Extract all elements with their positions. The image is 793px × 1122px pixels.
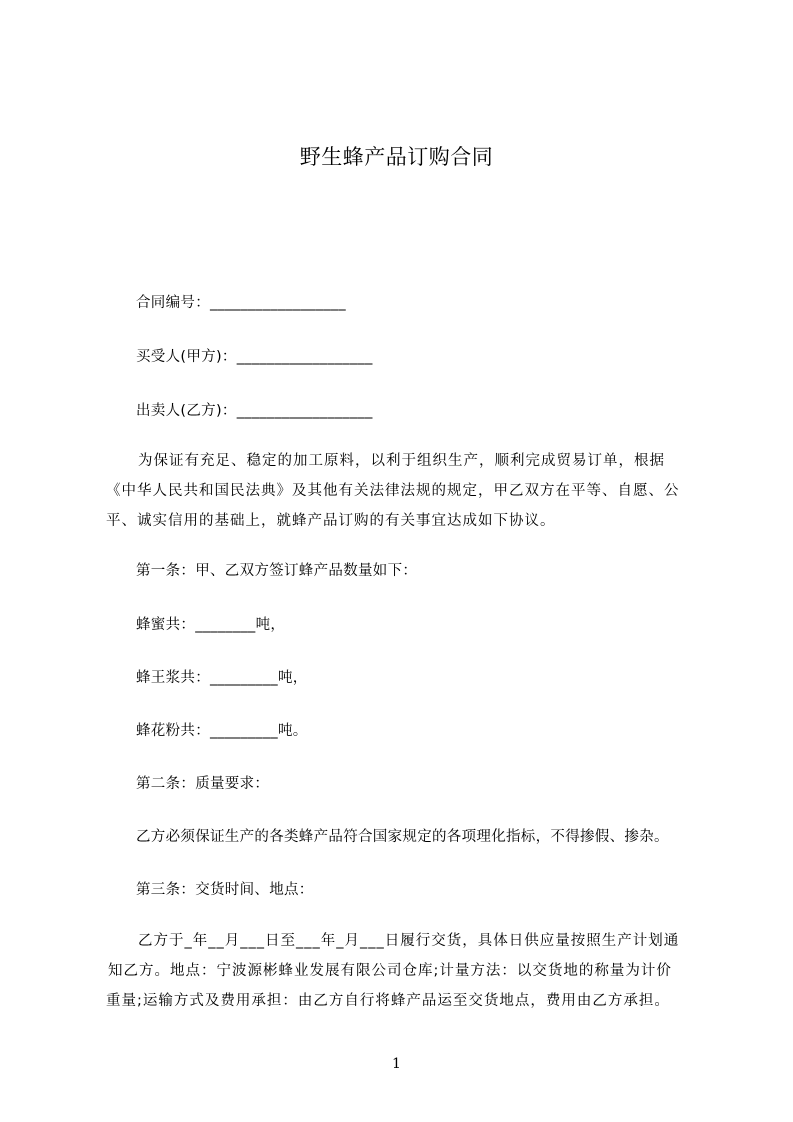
honey-quantity: 蜂蜜共：________吨， — [136, 617, 286, 633]
article3-line: 乙方于_年__月___日至___年_月___日履行交货，具体日供应量按照生产计划通 — [138, 933, 680, 949]
royal-jelly-quantity: 蜂王浆共：_________吨， — [136, 670, 308, 686]
article2-heading: 第二条：质量要求： — [136, 776, 270, 792]
intro-paragraph — [106, 446, 706, 536]
article1-heading: 第一条：甲、乙双方签订蜂产品数量如下： — [136, 563, 418, 579]
contract-number-field: 合同编号：__________________ — [136, 295, 346, 311]
article2-body: 乙方必须保证生产的各类蜂产品符合国家规定的各项理化指标，不得掺假、掺杂。 — [136, 829, 669, 845]
page-number: 1 — [392, 1056, 401, 1072]
intro-line: 平、诚实信用的基础上，就蜂产品订购的有关事宜达成如下协议。 — [106, 513, 556, 529]
intro-line: 《中华人民共和国民法典》及其他有关法律法规的规定，甲乙双方在平等、自愿、公 — [106, 483, 680, 499]
pollen-quantity: 蜂花粉共：_________吨。 — [136, 723, 308, 739]
seller-field: 出卖人(乙方)：__________________ — [136, 403, 373, 419]
article3-line: 重量;运输方式及费用承担：由乙方自行将蜂产品运至交货地点，费用由乙方承担。 — [106, 993, 670, 1009]
buyer-field: 买受人(甲方)：__________________ — [136, 349, 373, 365]
intro-line: 为保证有充足、稳定的加工原料，以利于组织生产，顺利完成贸易订单，根据 — [138, 453, 665, 469]
article3-paragraph — [106, 926, 706, 1016]
article3-heading: 第三条：交货时间、地点： — [136, 882, 314, 898]
article3-line: 知乙方。地点：宁波源彬蜂业发展有限公司仓库;计量方法：以交货地的称量为计价 — [108, 963, 672, 979]
document-title: 野生蜂产品订购合同 — [299, 145, 494, 169]
